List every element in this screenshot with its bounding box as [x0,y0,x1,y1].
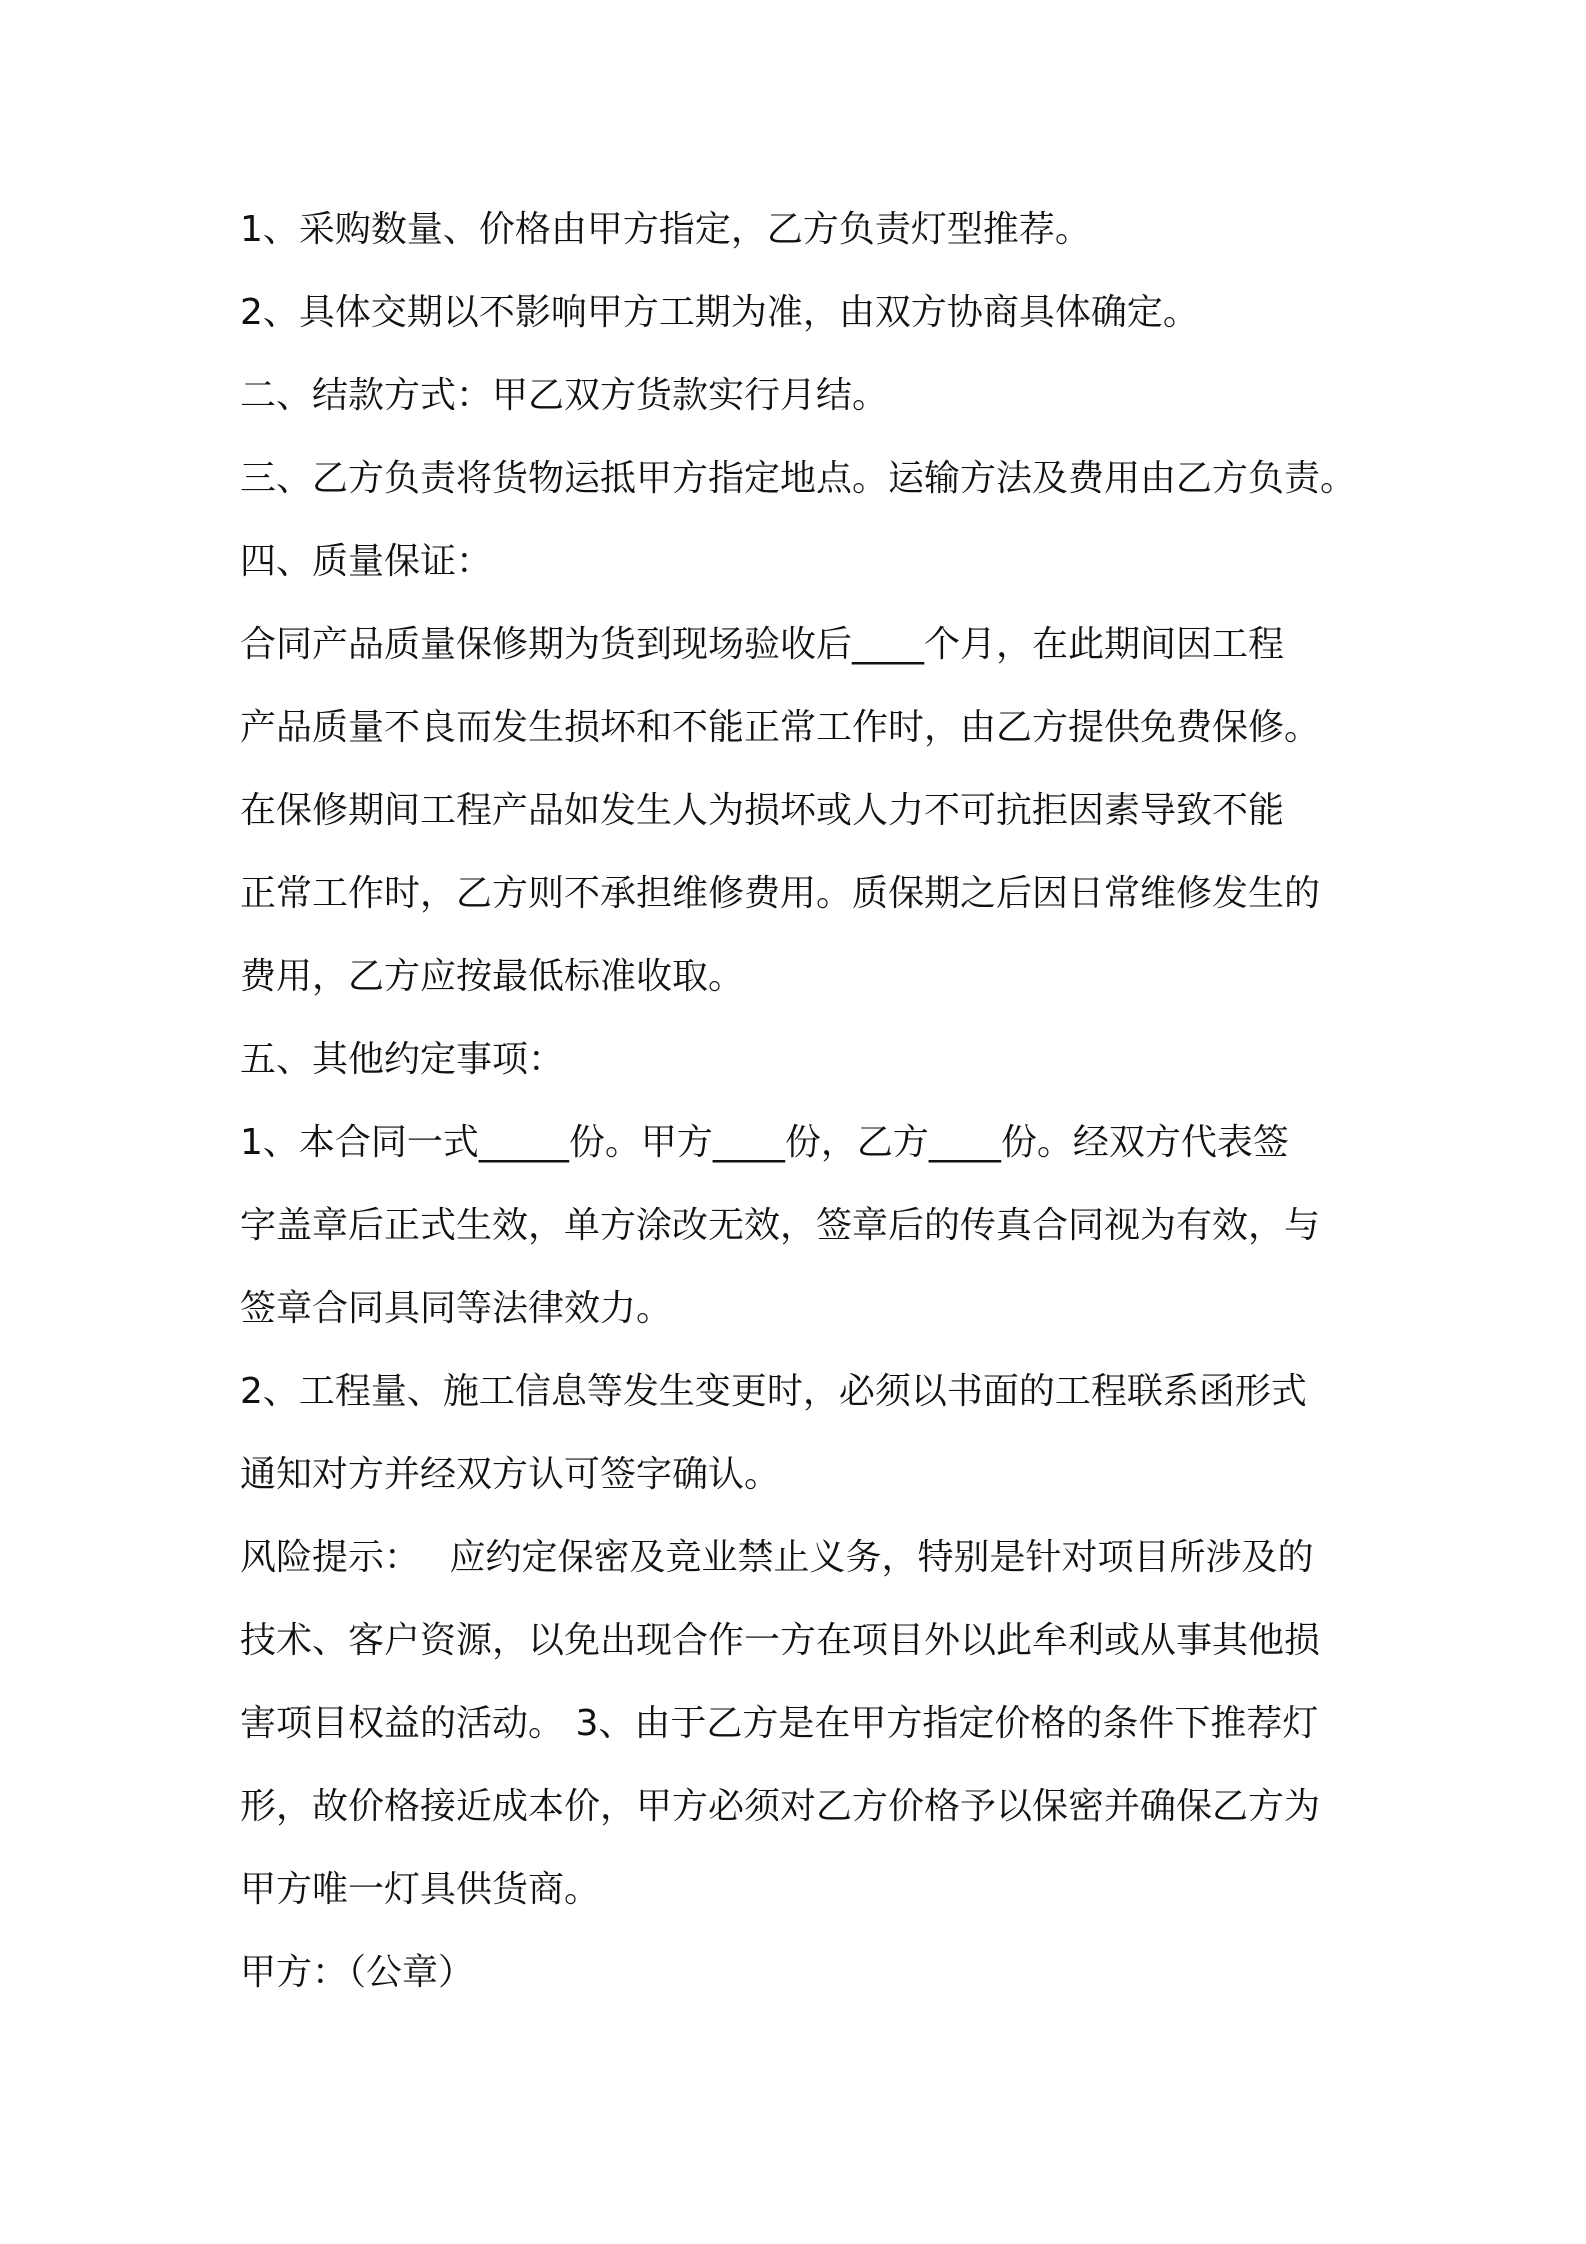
text-line-17: 风险提示： 应约定保密及竞业禁止义务，特别是针对项目所涉及的 [240,1537,1314,1578]
text-line-7: 产品质量不良而发生损坏和不能正常工作时，由乙方提供免费保修。 [240,707,1321,748]
text-line-20: 形，故价格接近成本价，甲方必须对乙方价格予以保密并确保乙方为 [240,1786,1321,1827]
text-line-10: 费用，乙方应按最低标准收取。 [240,956,745,997]
text-line-2: 2、具体交期以不影响甲方工期为准，由双方协商具体确定。 [240,292,1199,333]
text-line-22: 甲方：（公章） [240,1952,475,1993]
text-line-9: 正常工作时，乙方则不承担维修费用。质保期之后因日常维修发生的 [240,873,1321,914]
text-line-13: 字盖章后正式生效，单方涂改无效，签章后的传真合同视为有效，与 [240,1205,1321,1246]
text-line-16: 通知对方并经双方认可签字确认。 [240,1454,781,1495]
text-line-14: 签章合同具同等法律效力。 [240,1288,673,1329]
text-line-6: 合同产品质量保修期为货到现场验收后____个月，在此期间因工程 [240,624,1285,665]
text-line-12: 1、本合同一式_____份。甲方____份，乙方____份。经双方代表签 [240,1122,1289,1163]
text-line-15: 2、工程量、施工信息等发生变更时，必须以书面的工程联系函形式 [240,1371,1307,1412]
text-line-11: 五、其他约定事项： [240,1039,565,1080]
text-line-19: 害项目权益的活动。 3、由于乙方是在甲方指定价格的条件下推荐灯 [240,1703,1319,1744]
text-line-21: 甲方唯一灯具供货商。 [240,1869,601,1910]
text-line-4: 三、乙方负责将货物运抵甲方指定地点。运输方法及费用由乙方负责。 [240,458,1357,499]
text-line-18: 技术、客户资源，以免出现合作一方在项目外以此牟利或从事其他损 [240,1620,1321,1661]
text-line-5: 四、质量保证： [240,541,493,582]
text-line-3: 二、结款方式：甲乙双方货款实行月结。 [240,375,889,416]
text-line-1: 1、采购数量、价格由甲方指定，乙方负责灯型推荐。 [240,209,1091,250]
text-line-8: 在保修期间工程产品如发生人为损坏或人力不可抗拒因素导致不能 [240,790,1285,831]
